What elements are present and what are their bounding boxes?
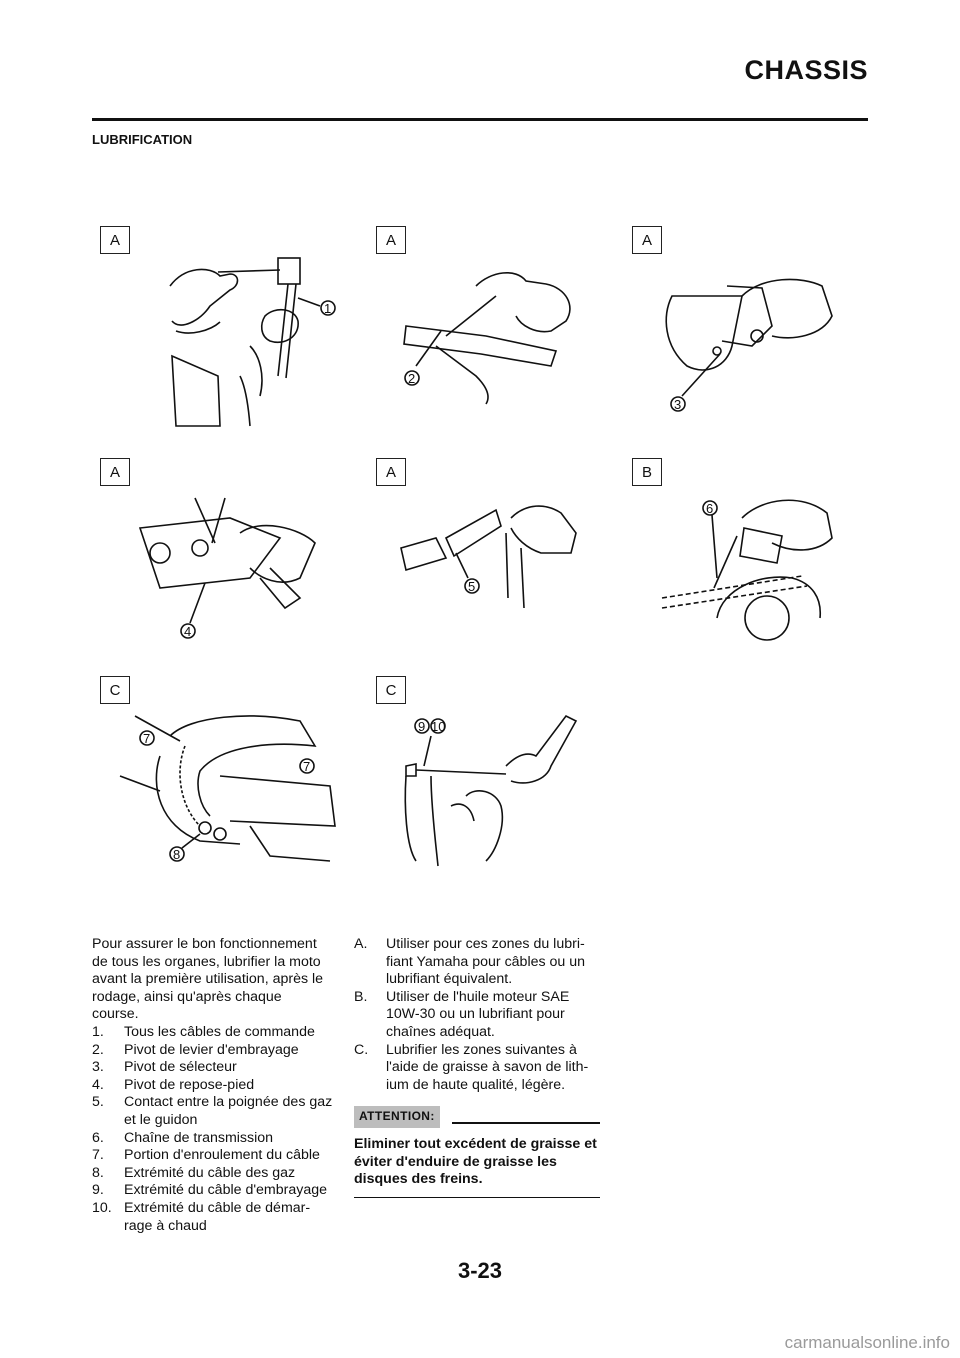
figure-cable-lubricator bbox=[100, 226, 342, 436]
list-item: B. Utiliser de l'huile moteur SAE 10W-30 ou un lubrifiant pour chaînes adéquat. bbox=[354, 988, 570, 1040]
callout-number: 4 bbox=[184, 624, 192, 639]
list-item: A. Utiliser pour ces zones du lubri-fiant Yamaha pour câbles ou un lubrifiant équivalent. bbox=[354, 936, 586, 988]
cable-lubricator-illustration bbox=[100, 226, 342, 436]
figure-label: C bbox=[100, 676, 130, 704]
callout-number: 9 bbox=[418, 719, 426, 734]
callout-number: 7 bbox=[143, 731, 151, 746]
shift-pivot-illustration bbox=[632, 226, 874, 436]
cable-winding-illustration bbox=[100, 676, 342, 886]
callout-number: 1 bbox=[324, 301, 332, 316]
figure-cable-winding bbox=[100, 676, 342, 886]
intro-paragraph: Pour assurer le bon fonctionnement de tous les organes, lubrifier la moto avant la première utilisation, après le rodage, ainsi qu'après chaque course. bbox=[92, 936, 324, 1023]
figure-label: B bbox=[632, 458, 662, 486]
figure-label: A bbox=[376, 226, 406, 254]
right-text-column bbox=[354, 936, 604, 1198]
list-item: 5. Contact entre la poignée des gaz et le guidon bbox=[92, 1094, 333, 1128]
attention-box bbox=[354, 1106, 600, 1197]
callout-number: 5 bbox=[468, 579, 476, 594]
footrest-pivot-illustration bbox=[100, 458, 342, 668]
figure-clutch-lever bbox=[376, 226, 618, 436]
attention-text: Eliminer tout excédent de graisse et éviter d'enduire de graisse les disques des freins. bbox=[354, 1136, 600, 1198]
lubrication-points-list bbox=[92, 1024, 338, 1235]
list-item: 9. Extrémité du câble d'embrayage bbox=[92, 1182, 328, 1199]
list-item: 1. Tous les câbles de commande bbox=[92, 1023, 315, 1040]
figure-drive-chain bbox=[632, 458, 874, 668]
figure-label: C bbox=[376, 676, 406, 704]
left-text-column bbox=[92, 936, 338, 1235]
figure-shift-pivot bbox=[632, 226, 874, 436]
callout-number: 7 bbox=[303, 759, 311, 774]
attention-rule bbox=[452, 1122, 600, 1124]
figure-label: A bbox=[100, 458, 130, 486]
callout-number: 10 bbox=[431, 719, 446, 734]
figure-footrest-pivot bbox=[100, 458, 342, 668]
figure-label: A bbox=[632, 226, 662, 254]
list-item: 7. Portion d'enroulement du câble bbox=[92, 1147, 320, 1164]
figure-throttle-grip bbox=[376, 458, 618, 668]
figure-label: A bbox=[376, 458, 406, 486]
callout-number: 2 bbox=[408, 371, 416, 386]
clutch-lever-illustration bbox=[376, 226, 618, 436]
list-item: 2. Pivot de levier d'embrayage bbox=[92, 1041, 299, 1058]
callout-number: 8 bbox=[173, 847, 181, 862]
lubricant-notes-list bbox=[354, 936, 604, 1094]
watermark: carmanualsonline.info bbox=[784, 1333, 950, 1352]
list-item: 10. Extrémité du câble de démar-rage à chaud bbox=[92, 1199, 311, 1234]
list-item: 6. Chaîne de transmission bbox=[92, 1129, 274, 1146]
attention-label: ATTENTION: bbox=[354, 1106, 440, 1128]
page-number: 3-23 bbox=[457, 1258, 503, 1283]
list-item: 4. Pivot de repose-pied bbox=[92, 1076, 255, 1093]
header-rule bbox=[92, 118, 868, 121]
list-item: C. Lubrifier les zones suivantes à l'aide de graisse à savon de lith-ium de haute qualité, légère. bbox=[354, 1041, 589, 1093]
list-item: 8. Extrémité du câble des gaz bbox=[92, 1164, 296, 1181]
callout-number: 6 bbox=[706, 501, 714, 516]
list-item: 3. Pivot de sélecteur bbox=[92, 1059, 237, 1076]
throttle-grip-illustration bbox=[376, 458, 618, 668]
drive-chain-illustration bbox=[632, 458, 874, 668]
figure-cable-end bbox=[376, 676, 618, 886]
section-title: LUBRIFICATION bbox=[92, 132, 193, 147]
callout-number: 3 bbox=[674, 397, 682, 412]
cable-end-illustration bbox=[376, 676, 618, 886]
chapter-title: CHASSIS bbox=[744, 55, 868, 85]
figure-label: A bbox=[100, 226, 130, 254]
